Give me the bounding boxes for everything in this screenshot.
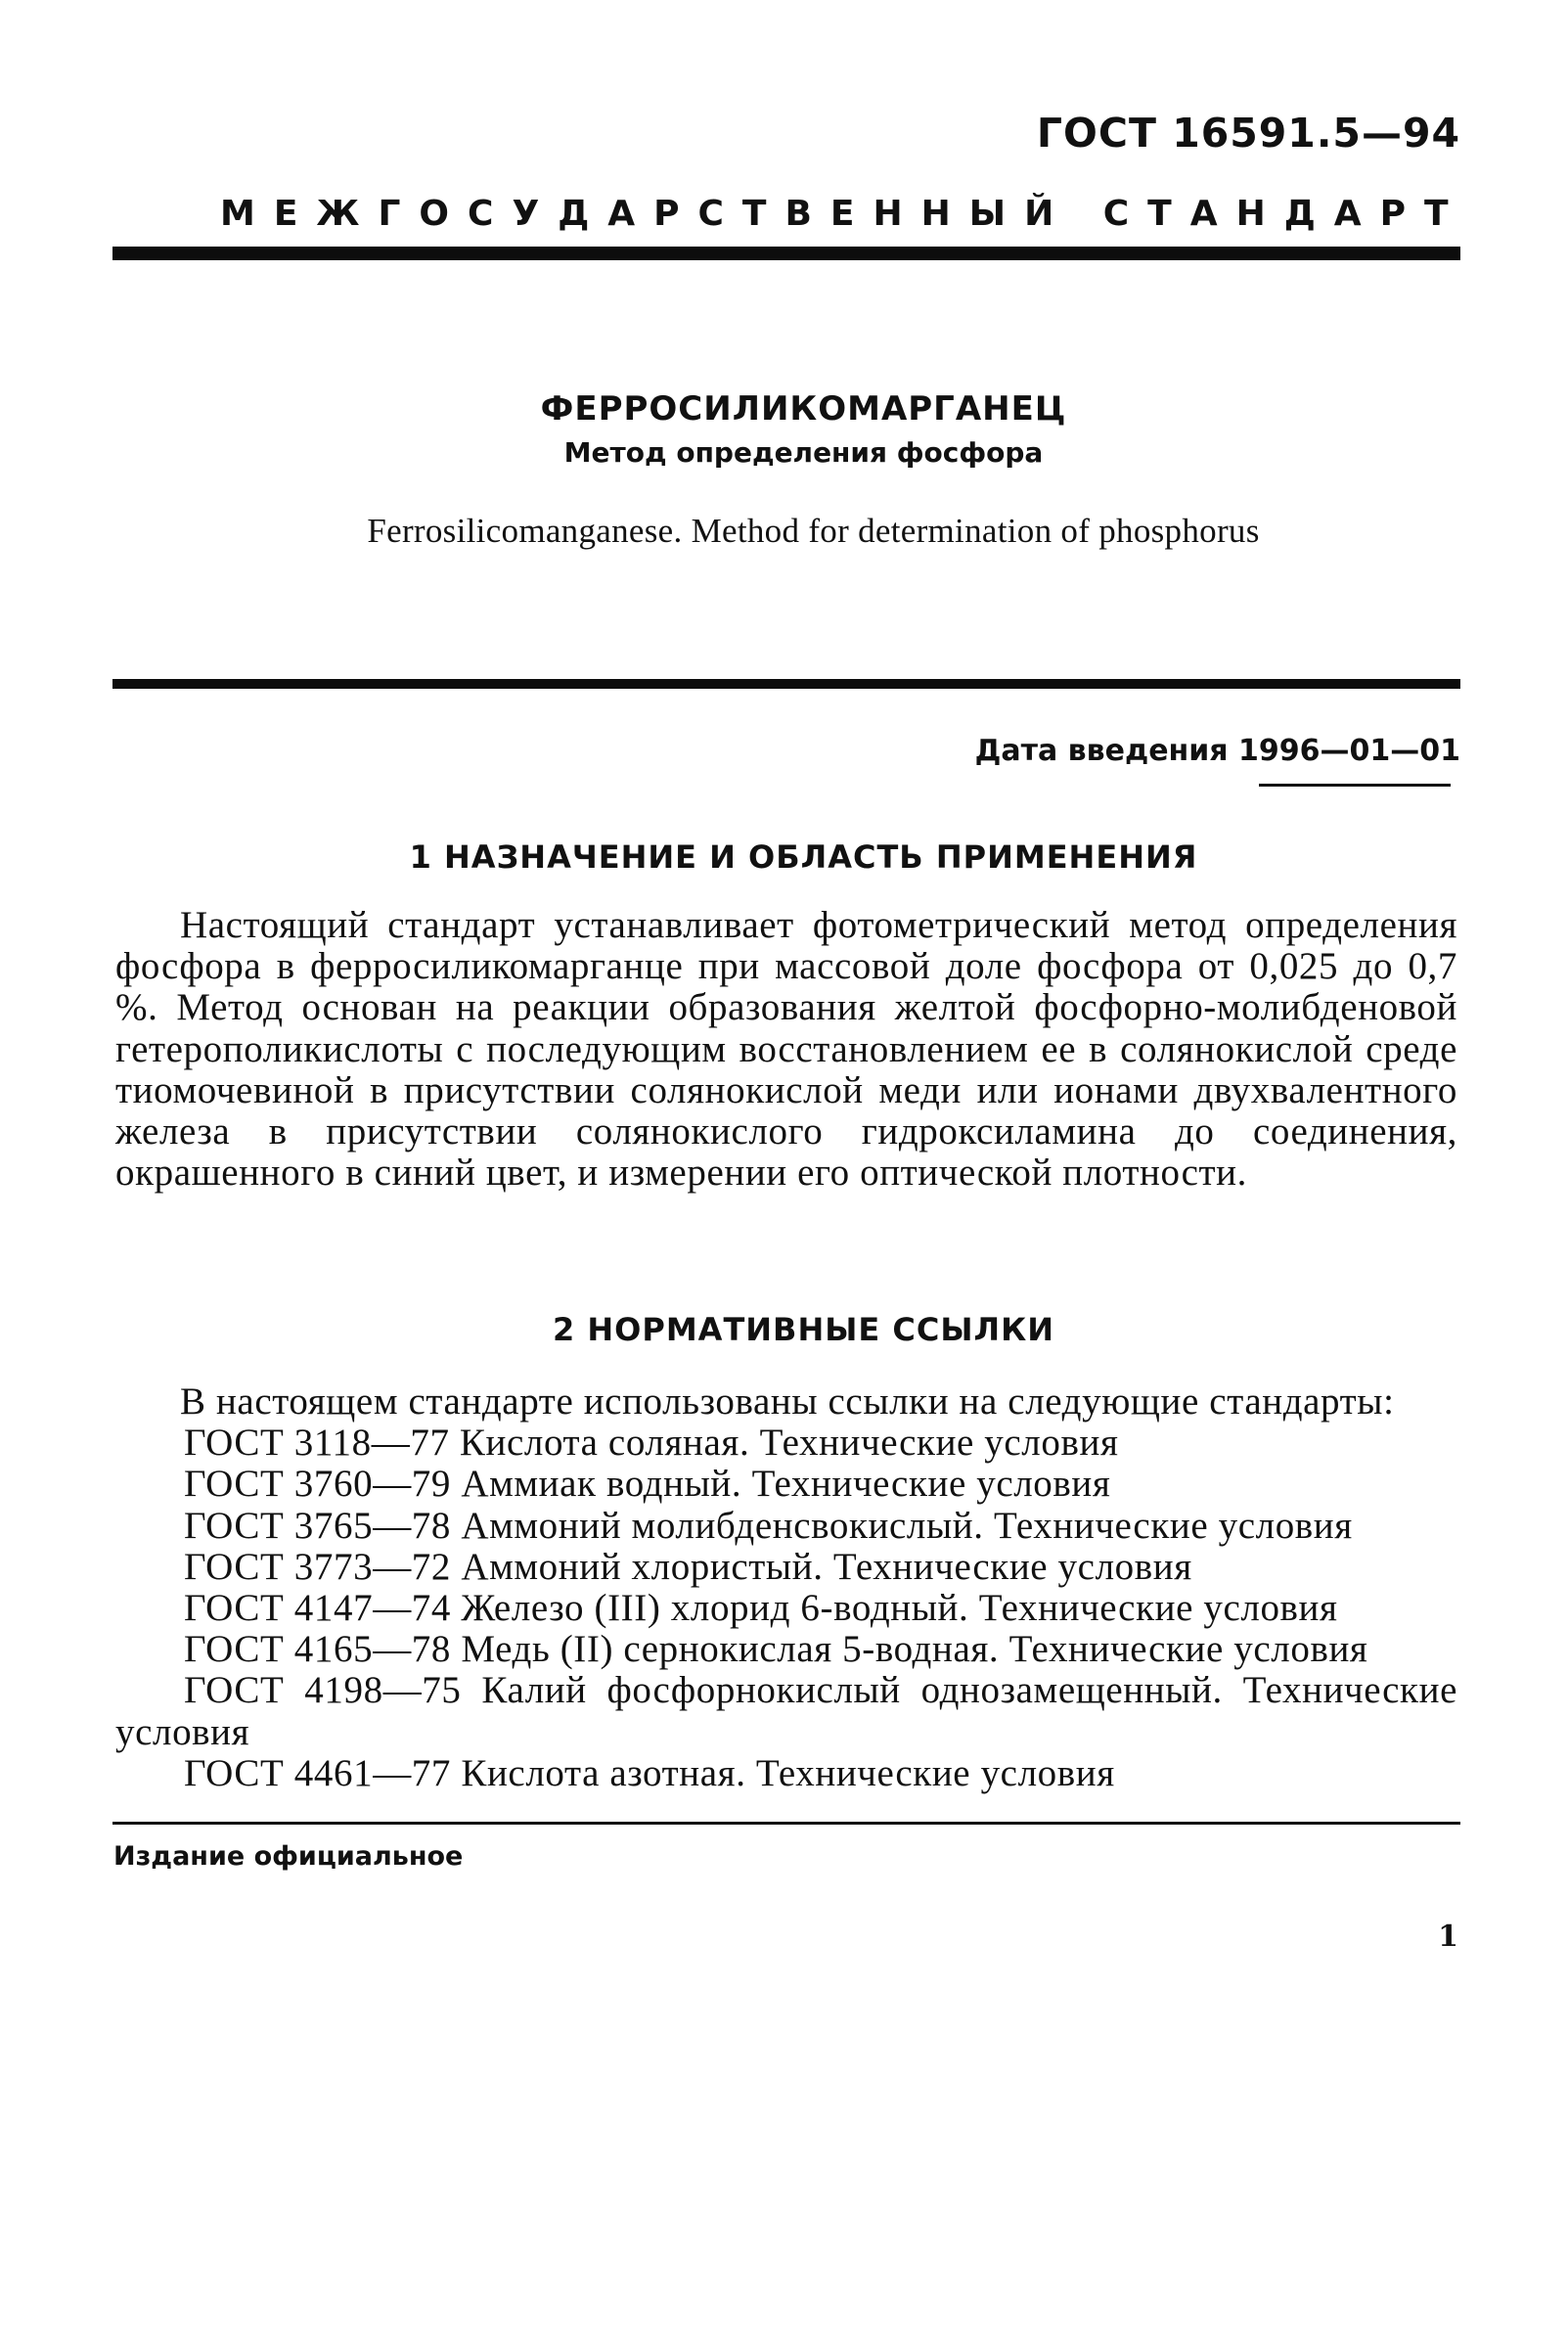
introduction-date: Дата введения 1996—01—01: [974, 734, 1460, 768]
section-1-body: [115, 905, 1457, 1194]
edition-label: Издание официальное: [113, 1841, 464, 1872]
reference-item: ГОСТ 3118—77 Кислота соляная. Технические условия: [184, 1422, 1119, 1465]
document-subtitle: Метод определения фосфора: [563, 436, 1044, 469]
reference-item: ГОСТ 4198—75 Калий фосфорнокислый однозамещенный. Технические условия: [115, 1669, 1457, 1753]
title-rule: [112, 679, 1460, 689]
section-2-heading: 2 НОРМАТИВНЫЕ ССЫЛКИ: [552, 1311, 1055, 1348]
reference-item: ГОСТ 4461—77 Кислота азотная. Технические условия: [184, 1751, 1115, 1794]
reference-item: ГОСТ 4147—74 Железо (III) хлорид 6-водный. Технические условия: [184, 1587, 1338, 1630]
reference-item: ГОСТ 4165—78 Медь (II) сернокислая 5-водная. Технические условия: [184, 1628, 1368, 1671]
reference-item: ГОСТ 3760—79 Аммиак водный. Технические условия: [184, 1463, 1111, 1506]
page-number: 1: [1438, 1920, 1458, 1954]
section-2-intro: В настоящем стандарте использованы ссылки на следующие стандарты:: [180, 1380, 1395, 1423]
document-code: ГОСТ 16591.5—94: [1036, 110, 1460, 157]
section-1-heading: 1 НАЗНАЧЕНИЕ И ОБЛАСТЬ ПРИМЕНЕНИЯ: [409, 838, 1198, 876]
english-title: Ferrosilicomanganese. Method for determination of phosphorus: [367, 512, 1260, 550]
footer-rule: [112, 1822, 1460, 1825]
section-1-paragraph: Настоящий стандарт устанавливает фотометрический метод определения фосфора в ферросиликомарганце при массовой доле фосфора от 0,025 до 0,7 %. Метод основан на реакции образования желтой фосфорно-молибденовой гетерополикислоты с последующим восстановлением ее в солянокислой среде тиомочевиной в присутствии солянокислой меди или ионами двухвалентного железа в присутствии солянокислого гидроксиламина до соединения, окрашенного в синий цвет, и измерении его оптической плотности.: [115, 904, 1457, 1195]
interstate-standard-label: МЕЖГОСУДАРСТВЕННЫЙ СТАНДАРТ: [220, 194, 1467, 234]
reference-list: [115, 1423, 1457, 1794]
header-rule: [112, 247, 1460, 260]
date-underline: [1259, 784, 1451, 787]
section-2-body: [115, 1381, 1457, 1794]
reference-item: ГОСТ 3765—78 Аммоний молибденсвокислый. Технические условия: [184, 1504, 1353, 1547]
document-title: ФЕРРОСИЛИКОМАРГАНЕЦ: [540, 389, 1067, 429]
reference-item: ГОСТ 3773—72 Аммоний хлористый. Технические условия: [184, 1545, 1192, 1588]
